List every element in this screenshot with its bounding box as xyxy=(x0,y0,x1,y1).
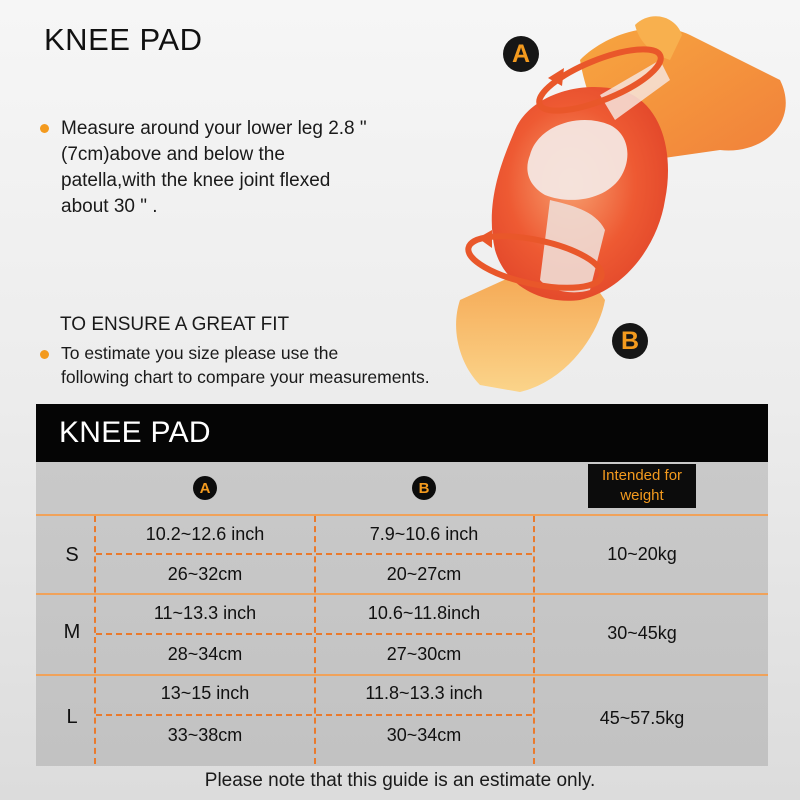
row-separator xyxy=(36,514,768,516)
knee-leg-graphic xyxy=(420,0,800,400)
size-table xyxy=(36,404,768,766)
cell-b-cm: 20~27cm xyxy=(386,564,462,584)
bullet-icon xyxy=(40,350,49,359)
row-separator xyxy=(36,593,768,595)
cell-b-inch: 10.6~11.8inch xyxy=(367,603,481,623)
measure-note xyxy=(61,116,367,220)
size-label-m: M xyxy=(63,621,81,643)
fit-note-line: To estimate you size please use the xyxy=(61,343,339,363)
table-header xyxy=(36,404,768,462)
cell-weight: 30~45kg xyxy=(607,623,677,643)
column-a-marker: A xyxy=(193,476,217,500)
bullet-icon xyxy=(40,124,49,133)
cell-a-inch: 10.2~12.6 inch xyxy=(145,524,265,544)
size-label-s: S xyxy=(65,544,79,566)
weight-header-line: weight xyxy=(620,487,664,504)
knee-illustration xyxy=(420,0,800,400)
cell-b-inch: 11.8~13.3 inch xyxy=(365,683,483,703)
cell-a-cm: 33~38cm xyxy=(167,725,243,745)
cell-a-cm: 26~32cm xyxy=(167,564,243,584)
cell-a-inch: 11~13.3 inch xyxy=(153,603,257,623)
cell-weight: 45~57.5kg xyxy=(599,708,685,728)
measure-note-line: about 30 " . xyxy=(61,196,158,217)
table-title: KNEE PAD xyxy=(59,416,211,449)
marker-b: B xyxy=(612,323,648,359)
column-divider xyxy=(314,516,316,764)
cell-weight: 10~20kg xyxy=(607,544,677,564)
footnote: Please note that this guide is an estimate only. xyxy=(204,770,596,791)
measure-note-line: Measure around your lower leg 2.8 " xyxy=(61,118,367,139)
column-divider xyxy=(94,516,96,764)
weight-column-header xyxy=(588,464,696,508)
page-title: KNEE PAD xyxy=(44,22,203,57)
cell-a-inch: 13~15 inch xyxy=(160,683,250,703)
fit-heading: TO ENSURE A GREAT FIT xyxy=(60,314,290,335)
measure-note-line: (7cm)above and below the xyxy=(61,144,285,165)
size-label-l: L xyxy=(66,706,78,728)
weight-header-line: Intended for xyxy=(601,467,683,484)
fit-note xyxy=(61,341,430,389)
column-b-marker: B xyxy=(412,476,436,500)
cell-a-cm: 28~34cm xyxy=(167,644,243,664)
cell-b-cm: 27~30cm xyxy=(386,644,462,664)
cell-b-inch: 7.9~10.6 inch xyxy=(369,524,479,544)
marker-a: A xyxy=(503,36,539,72)
measure-note-line: patella,with the knee joint flexed xyxy=(61,170,331,191)
row-separator xyxy=(36,674,768,676)
fit-note-line: following chart to compare your measurements. xyxy=(61,367,430,387)
cell-b-cm: 30~34cm xyxy=(386,725,462,745)
column-divider xyxy=(533,516,535,764)
